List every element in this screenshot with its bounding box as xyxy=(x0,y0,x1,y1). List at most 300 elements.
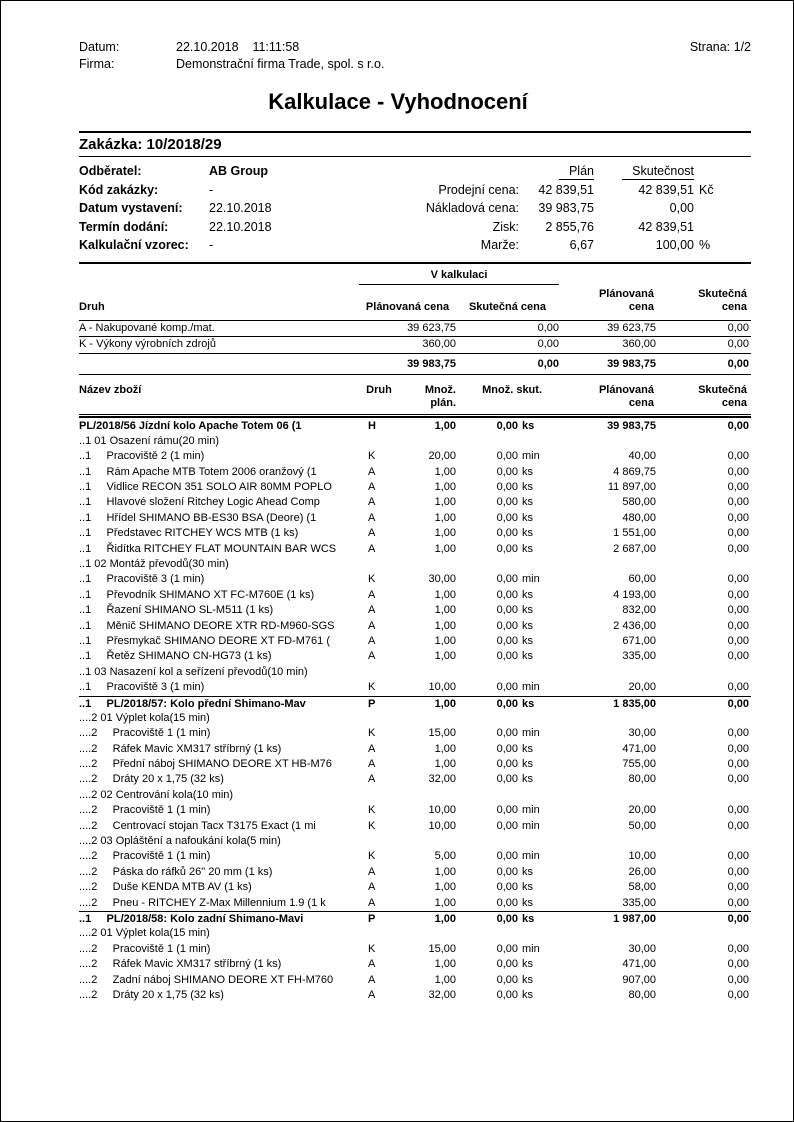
item-price-plan: 471,00 xyxy=(622,958,656,971)
item-qty-actual xyxy=(456,834,518,849)
item-unit: ks xyxy=(522,527,533,540)
item-unit xyxy=(518,434,542,449)
issue-date-label: Datum vystavení: xyxy=(79,201,183,215)
item-price-actual: 0,00 xyxy=(727,773,749,786)
item-row xyxy=(79,880,751,895)
item-price-actual: 0,00 xyxy=(727,865,749,878)
item-price-actual: 0,00 xyxy=(727,881,749,894)
item-qty-actual: 0,00 xyxy=(496,773,518,786)
item-druh: A xyxy=(368,896,376,909)
item-qty-plan xyxy=(394,557,456,572)
item-price-plan xyxy=(542,665,656,680)
item-druh xyxy=(364,926,394,941)
item-qty-actual: 0,00 xyxy=(496,634,518,647)
item-price-plan: 30,00 xyxy=(628,942,656,955)
summary-table xyxy=(79,267,751,375)
item-qty-actual: 0,00 xyxy=(496,727,518,740)
item-qty-plan: 1,00 xyxy=(434,619,456,632)
item-price-plan: 755,00 xyxy=(622,758,656,771)
item-unit xyxy=(518,788,542,803)
order-heading-band xyxy=(79,131,751,157)
item-row xyxy=(79,803,751,818)
totals-row-profit xyxy=(419,218,751,237)
item-price-actual: 0,00 xyxy=(727,681,749,694)
item-row xyxy=(79,557,751,572)
item-price-actual: 0,00 xyxy=(727,450,749,463)
item-name: ..1 Řetěz SHIMANO CN-HG73 (1 ks) xyxy=(79,650,272,663)
divider xyxy=(79,262,751,264)
item-row xyxy=(79,603,751,618)
item-qty-actual: 0,00 xyxy=(496,588,518,601)
item-druh: A xyxy=(368,865,376,878)
meta-row-date xyxy=(79,39,751,56)
item-druh: K xyxy=(368,804,376,817)
item-name: ....2 01 Výplet kola(15 min) xyxy=(79,927,210,940)
item-row xyxy=(79,742,751,757)
cost-price-label: Nákladová cena: xyxy=(425,201,519,215)
item-unit: ks xyxy=(522,604,533,617)
item-qty-actual: 0,00 xyxy=(496,619,518,632)
item-price-actual: 0,00 xyxy=(727,697,749,710)
summary-col-druh: Druh xyxy=(79,300,105,313)
item-name: ..1 Řazení SHIMANO SL-M511 (1 ks) xyxy=(79,604,274,617)
item-qty-actual: 0,00 xyxy=(496,973,518,986)
summary-skut1: 0,00 xyxy=(537,321,559,334)
item-name: ....2 Zadní náboj SHIMANO DEORE XT FH-M760 xyxy=(79,973,334,986)
margin-actual: 100,00 xyxy=(655,238,694,252)
item-druh xyxy=(364,557,394,572)
summary-row xyxy=(79,321,751,338)
item-name: ..1 01 Osazení rámu(20 min) xyxy=(79,434,220,447)
item-unit xyxy=(518,926,542,941)
item-price-plan: 4 193,00 xyxy=(613,588,656,601)
plan-column-header: Plán xyxy=(559,163,594,180)
totals-row-margin xyxy=(419,236,751,255)
item-price-plan: 1 835,00 xyxy=(613,697,656,710)
item-name: ..1 Vidlice RECON 351 SOLO AIR 80MM POPLO xyxy=(79,481,332,494)
field-row xyxy=(79,199,419,218)
order-code-label: Kód zakázky: xyxy=(79,182,159,197)
item-qty-plan: 1,00 xyxy=(434,896,456,909)
item-qty-plan: 1,00 xyxy=(434,697,456,710)
item-price-plan xyxy=(542,926,656,941)
item-price-actual: 0,00 xyxy=(727,896,749,909)
item-qty-plan: 32,00 xyxy=(428,988,456,1001)
item-qty-plan: 1,00 xyxy=(434,419,456,432)
item-druh: A xyxy=(368,542,376,555)
item-druh: K xyxy=(368,850,376,863)
item-qty-actual xyxy=(456,711,518,726)
issue-date-value: 22.10.2018 xyxy=(209,201,272,215)
item-name: ..1 02 Montáž převodů(30 min) xyxy=(79,558,229,571)
item-name: ....2 Dráty 20 x 1,75 (32 ks) xyxy=(79,773,224,786)
item-name: ....2 Ráfek Mavic XM317 stříbrný (1 ks) xyxy=(79,742,282,755)
order-code-value: - xyxy=(209,182,214,197)
item-price-actual: 0,00 xyxy=(727,419,749,432)
item-name: ..1 Měnič SHIMANO DEORE XTR RD-M960-SGS xyxy=(79,619,335,632)
company-name: Demonstrační firma Trade, spol. s r.o. xyxy=(176,57,385,71)
item-price-plan: 2 436,00 xyxy=(613,619,656,632)
summary-plan1: 360,00 xyxy=(422,338,456,350)
item-qty-actual: 0,00 xyxy=(496,681,518,694)
item-qty-actual: 0,00 xyxy=(496,511,518,524)
item-qty-actual: 0,00 xyxy=(496,573,518,586)
item-druh: A xyxy=(368,527,376,540)
item-price-plan: 30,00 xyxy=(628,727,656,740)
item-qty-plan: 20,00 xyxy=(428,450,456,463)
item-qty-actual: 0,00 xyxy=(496,496,518,509)
item-price-plan: 580,00 xyxy=(622,496,656,509)
item-qty-actual: 0,00 xyxy=(496,450,518,463)
item-price-actual: 0,00 xyxy=(727,727,749,740)
item-unit: min xyxy=(522,850,540,863)
item-druh: A xyxy=(368,465,376,478)
item-qty-actual xyxy=(456,665,518,680)
item-name: ....2 Dráty 20 x 1,75 (32 ks) xyxy=(79,988,224,1001)
item-name: ..1 Přesmykač SHIMANO DEORE XT FD-M761 ( xyxy=(79,634,331,647)
item-unit: ks xyxy=(522,419,535,432)
item-price-actual xyxy=(656,926,749,941)
summary-skut2: 0,00 xyxy=(727,321,749,334)
item-druh: A xyxy=(368,973,376,986)
item-row xyxy=(79,495,751,510)
item-qty-actual: 0,00 xyxy=(496,419,518,432)
item-qty-actual: 0,00 xyxy=(496,758,518,771)
item-unit: ks xyxy=(522,619,533,632)
summary-total-row xyxy=(79,354,751,375)
item-qty-plan xyxy=(394,711,456,726)
item-unit: ks xyxy=(522,758,533,771)
percent-suffix: % xyxy=(699,238,711,252)
item-price-actual: 0,00 xyxy=(727,988,749,1001)
summary-total-plan2: 39 983,75 xyxy=(607,357,656,370)
item-price-plan: 832,00 xyxy=(622,604,656,617)
item-price-actual: 0,00 xyxy=(727,913,749,925)
summary-table-header xyxy=(79,285,751,321)
item-qty-actual: 0,00 xyxy=(496,697,518,710)
item-druh xyxy=(364,834,394,849)
item-qty-plan: 1,00 xyxy=(434,865,456,878)
item-row xyxy=(79,465,751,480)
item-price-plan: 40,00 xyxy=(628,450,656,463)
item-row xyxy=(79,634,751,649)
summary-total-skut1: 0,00 xyxy=(537,357,559,370)
item-price-plan: 10,00 xyxy=(628,850,656,863)
item-price-actual: 0,00 xyxy=(727,527,749,540)
item-name: ....2 01 Výplet kola(15 min) xyxy=(79,711,210,724)
item-price-actual xyxy=(656,557,749,572)
item-qty-actual: 0,00 xyxy=(496,958,518,971)
items-col-druh: Druh xyxy=(366,383,392,396)
items-col-name: Název zboží xyxy=(79,383,142,396)
item-row xyxy=(79,480,751,495)
totals-header-row xyxy=(419,162,751,181)
item-druh: P xyxy=(368,913,376,925)
item-row xyxy=(79,449,751,464)
item-row xyxy=(79,988,751,1003)
item-druh: K xyxy=(368,727,376,740)
item-price-actual xyxy=(656,834,749,849)
item-price-actual: 0,00 xyxy=(727,481,749,494)
item-row xyxy=(79,726,751,741)
item-qty-plan: 1,00 xyxy=(434,742,456,755)
order-info xyxy=(79,157,751,262)
date-label: Datum: xyxy=(79,40,120,54)
item-name: ..1 Pracoviště 3 (1 min) xyxy=(79,681,205,694)
item-qty-plan: 1,00 xyxy=(434,481,456,494)
summary-row xyxy=(79,337,751,354)
item-druh xyxy=(364,711,394,726)
item-name: ....2 Pracoviště 1 (1 min) xyxy=(79,727,211,740)
item-unit: ks xyxy=(522,465,533,478)
item-price-actual: 0,00 xyxy=(727,742,749,755)
item-unit: ks xyxy=(522,588,533,601)
margin-label: Marže: xyxy=(480,238,519,252)
item-druh: A xyxy=(368,881,376,894)
item-qty-plan xyxy=(394,665,456,680)
item-name: ..1 03 Nasazení kol a seřízení převodů(10 min) xyxy=(79,665,308,678)
summary-group-row xyxy=(79,267,751,285)
item-row xyxy=(79,788,751,803)
item-price-plan xyxy=(542,788,656,803)
item-unit xyxy=(518,834,542,849)
item-name: ....2 Ráfek Mavic XM317 stříbrný (1 ks) xyxy=(79,958,282,971)
item-price-plan xyxy=(542,557,656,572)
item-unit: ks xyxy=(522,542,533,555)
item-qty-actual xyxy=(456,788,518,803)
item-qty-plan: 1,00 xyxy=(434,650,456,663)
item-row xyxy=(79,711,751,726)
item-unit: ks xyxy=(522,496,533,509)
margin-plan: 6,67 xyxy=(569,238,594,252)
item-price-actual: 0,00 xyxy=(727,819,749,832)
totals-row-cost xyxy=(419,199,751,218)
summary-total-plan1: 39 983,75 xyxy=(407,357,456,370)
item-qty-actual xyxy=(456,434,518,449)
item-price-actual: 0,00 xyxy=(727,650,749,663)
item-qty-plan: 32,00 xyxy=(428,773,456,786)
items-col-price-actual: Skutečná cena xyxy=(698,383,747,409)
delivery-date-value: 22.10.2018 xyxy=(209,219,272,234)
item-row xyxy=(79,511,751,526)
meta-row-company xyxy=(79,56,751,73)
selling-price-plan: 42 839,51 xyxy=(538,182,594,197)
item-qty-plan: 1,00 xyxy=(434,527,456,540)
report-title: Kalkulace - Vyhodnocení xyxy=(268,89,528,114)
item-druh: A xyxy=(368,650,376,663)
summary-col-plan1: Plánovaná cena xyxy=(365,300,450,313)
order-heading: Zakázka: 10/2018/29 xyxy=(79,136,222,153)
item-price-plan: 671,00 xyxy=(622,634,656,647)
item-price-actual: 0,00 xyxy=(727,850,749,863)
item-druh: A xyxy=(368,604,376,617)
summary-group-header: V kalkulaci xyxy=(359,267,559,285)
item-price-plan: 80,00 xyxy=(628,988,656,1001)
report-content xyxy=(79,39,751,1003)
summary-col-plan2: Plánovaná cena xyxy=(598,287,654,313)
item-unit: ks xyxy=(522,881,533,894)
summary-plan1: 39 623,75 xyxy=(407,321,456,334)
item-row xyxy=(79,911,751,926)
order-totals xyxy=(419,162,751,255)
item-price-plan: 4 869,75 xyxy=(613,465,656,478)
item-price-plan: 471,00 xyxy=(622,742,656,755)
summary-skut2: 0,00 xyxy=(727,338,749,350)
item-price-plan: 907,00 xyxy=(622,973,656,986)
item-qty-actual: 0,00 xyxy=(496,742,518,755)
item-qty-actual: 0,00 xyxy=(496,542,518,555)
item-unit: ks xyxy=(522,865,533,878)
item-name: ....2 Pneu - RITCHEY Z-Max Millennium 1.9 (1 k xyxy=(79,896,326,909)
item-qty-actual: 0,00 xyxy=(496,896,518,909)
item-row xyxy=(79,834,751,849)
item-price-actual: 0,00 xyxy=(727,958,749,971)
item-druh: P xyxy=(368,697,376,710)
items-table-header xyxy=(79,379,751,415)
item-name: ..1 Hřídel SHIMANO BB-ES30 BSA (Deore) (1 xyxy=(79,511,317,524)
item-row xyxy=(79,419,751,434)
item-unit: min xyxy=(522,804,540,817)
item-price-actual: 0,00 xyxy=(727,604,749,617)
summary-plan2: 39 623,75 xyxy=(607,321,656,334)
items-col-qty-actual: Množ. skut. xyxy=(482,383,542,396)
field-row xyxy=(79,236,419,255)
item-druh: A xyxy=(368,619,376,632)
item-unit xyxy=(518,711,542,726)
item-qty-plan xyxy=(394,434,456,449)
item-unit: ks xyxy=(522,773,533,786)
item-name: ..1 Pracoviště 2 (1 min) xyxy=(79,450,205,463)
item-price-actual: 0,00 xyxy=(727,542,749,555)
item-row xyxy=(79,772,751,787)
item-row xyxy=(79,896,751,911)
summary-druh: K - Výkony výrobních zdrojů xyxy=(79,338,216,350)
item-druh: A xyxy=(368,773,376,786)
item-name: ....2 Pracoviště 1 (1 min) xyxy=(79,942,211,955)
profit-actual: 42 839,51 xyxy=(638,219,694,234)
item-price-plan xyxy=(542,834,656,849)
item-qty-plan: 1,00 xyxy=(434,496,456,509)
item-row xyxy=(79,434,751,449)
item-name: ....2 02 Centrování kola(10 min) xyxy=(79,788,234,801)
item-name: ....2 Centrovací stojan Tacx T3175 Exact (1 mi xyxy=(79,819,316,832)
item-price-plan: 80,00 xyxy=(628,773,656,786)
item-unit: ks xyxy=(522,511,533,524)
item-qty-plan xyxy=(394,788,456,803)
item-row xyxy=(79,649,751,664)
item-qty-actual: 0,00 xyxy=(496,850,518,863)
item-price-actual: 0,00 xyxy=(727,496,749,509)
item-name: ..1 Pracoviště 3 (1 min) xyxy=(79,573,205,586)
profit-label: Zisk: xyxy=(492,219,519,234)
item-name: ..1 Rám Apache MTB Totem 2006 oranžový (1 xyxy=(79,465,317,478)
item-row xyxy=(79,926,751,941)
item-name: ....2 03 Opláštění a nafoukání kola(5 min) xyxy=(79,835,281,848)
item-qty-actual xyxy=(456,557,518,572)
item-row xyxy=(79,619,751,634)
item-unit: ks xyxy=(522,650,533,663)
item-row xyxy=(79,973,751,988)
item-unit: ks xyxy=(522,481,533,494)
item-price-actual: 0,00 xyxy=(727,573,749,586)
item-unit: ks xyxy=(522,958,533,971)
actual-column-header: Skutečnost xyxy=(622,163,694,180)
item-druh: A xyxy=(368,481,376,494)
item-qty-actual xyxy=(456,926,518,941)
item-price-actual: 0,00 xyxy=(727,942,749,955)
item-price-actual: 0,00 xyxy=(727,804,749,817)
item-row xyxy=(79,696,751,711)
item-druh: K xyxy=(368,819,376,832)
item-price-actual xyxy=(656,711,749,726)
item-qty-plan: 10,00 xyxy=(428,819,456,832)
item-unit xyxy=(518,557,542,572)
item-name: ....2 Duše KENDA MTB AV (1 ks) xyxy=(79,881,252,894)
item-price-plan: 335,00 xyxy=(622,896,656,909)
header-thick-rule xyxy=(79,416,751,418)
item-unit: min xyxy=(522,681,540,694)
item-name: ..1 PL/2018/58: Kolo zadní Shimano-Mavi xyxy=(79,913,304,925)
item-row xyxy=(79,942,751,957)
summary-table-body xyxy=(79,321,751,354)
item-unit: ks xyxy=(522,697,535,710)
item-druh: H xyxy=(368,419,376,432)
item-name: PL/2018/56 Jízdní kolo Apache Totem 06 (1 xyxy=(79,419,302,432)
item-price-plan xyxy=(542,434,656,449)
item-price-actual: 0,00 xyxy=(727,758,749,771)
summary-total-skut2: 0,00 xyxy=(727,357,749,370)
item-druh: A xyxy=(368,511,376,524)
item-qty-plan: 1,00 xyxy=(434,973,456,986)
item-price-plan xyxy=(542,711,656,726)
item-price-plan: 20,00 xyxy=(628,681,656,694)
customer-value: AB Group xyxy=(209,164,269,178)
item-qty-plan xyxy=(394,926,456,941)
item-price-plan: 50,00 xyxy=(628,819,656,832)
item-unit: min xyxy=(522,450,540,463)
item-row xyxy=(79,865,751,880)
item-qty-plan: 1,00 xyxy=(434,588,456,601)
items-table xyxy=(79,379,751,1004)
item-qty-plan: 1,00 xyxy=(434,958,456,971)
item-qty-plan: 5,00 xyxy=(434,850,456,863)
item-druh xyxy=(364,788,394,803)
item-qty-actual: 0,00 xyxy=(496,865,518,878)
items-col-qty-plan: Množ. plán. xyxy=(424,383,456,409)
profit-plan: 2 855,76 xyxy=(545,219,594,234)
field-row xyxy=(79,181,419,200)
item-unit: min xyxy=(522,819,540,832)
item-row xyxy=(79,542,751,557)
item-qty-actual: 0,00 xyxy=(496,527,518,540)
item-row xyxy=(79,849,751,864)
item-druh: K xyxy=(368,573,376,586)
item-price-plan: 20,00 xyxy=(628,804,656,817)
company-label: Firma: xyxy=(79,57,115,71)
item-price-plan: 335,00 xyxy=(622,650,656,663)
item-price-plan: 2 687,00 xyxy=(613,542,656,555)
item-row xyxy=(79,526,751,541)
item-row xyxy=(79,957,751,972)
item-price-actual xyxy=(656,665,749,680)
item-qty-plan: 10,00 xyxy=(428,681,456,694)
delivery-date-label: Termín dodání: xyxy=(79,219,169,234)
item-name: ..1 PL/2018/57: Kolo přední Shimano-Mav xyxy=(79,697,306,710)
item-druh: A xyxy=(368,742,376,755)
item-qty-actual: 0,00 xyxy=(496,604,518,617)
item-price-plan: 1 987,00 xyxy=(613,913,656,925)
item-unit: ks xyxy=(522,634,533,647)
